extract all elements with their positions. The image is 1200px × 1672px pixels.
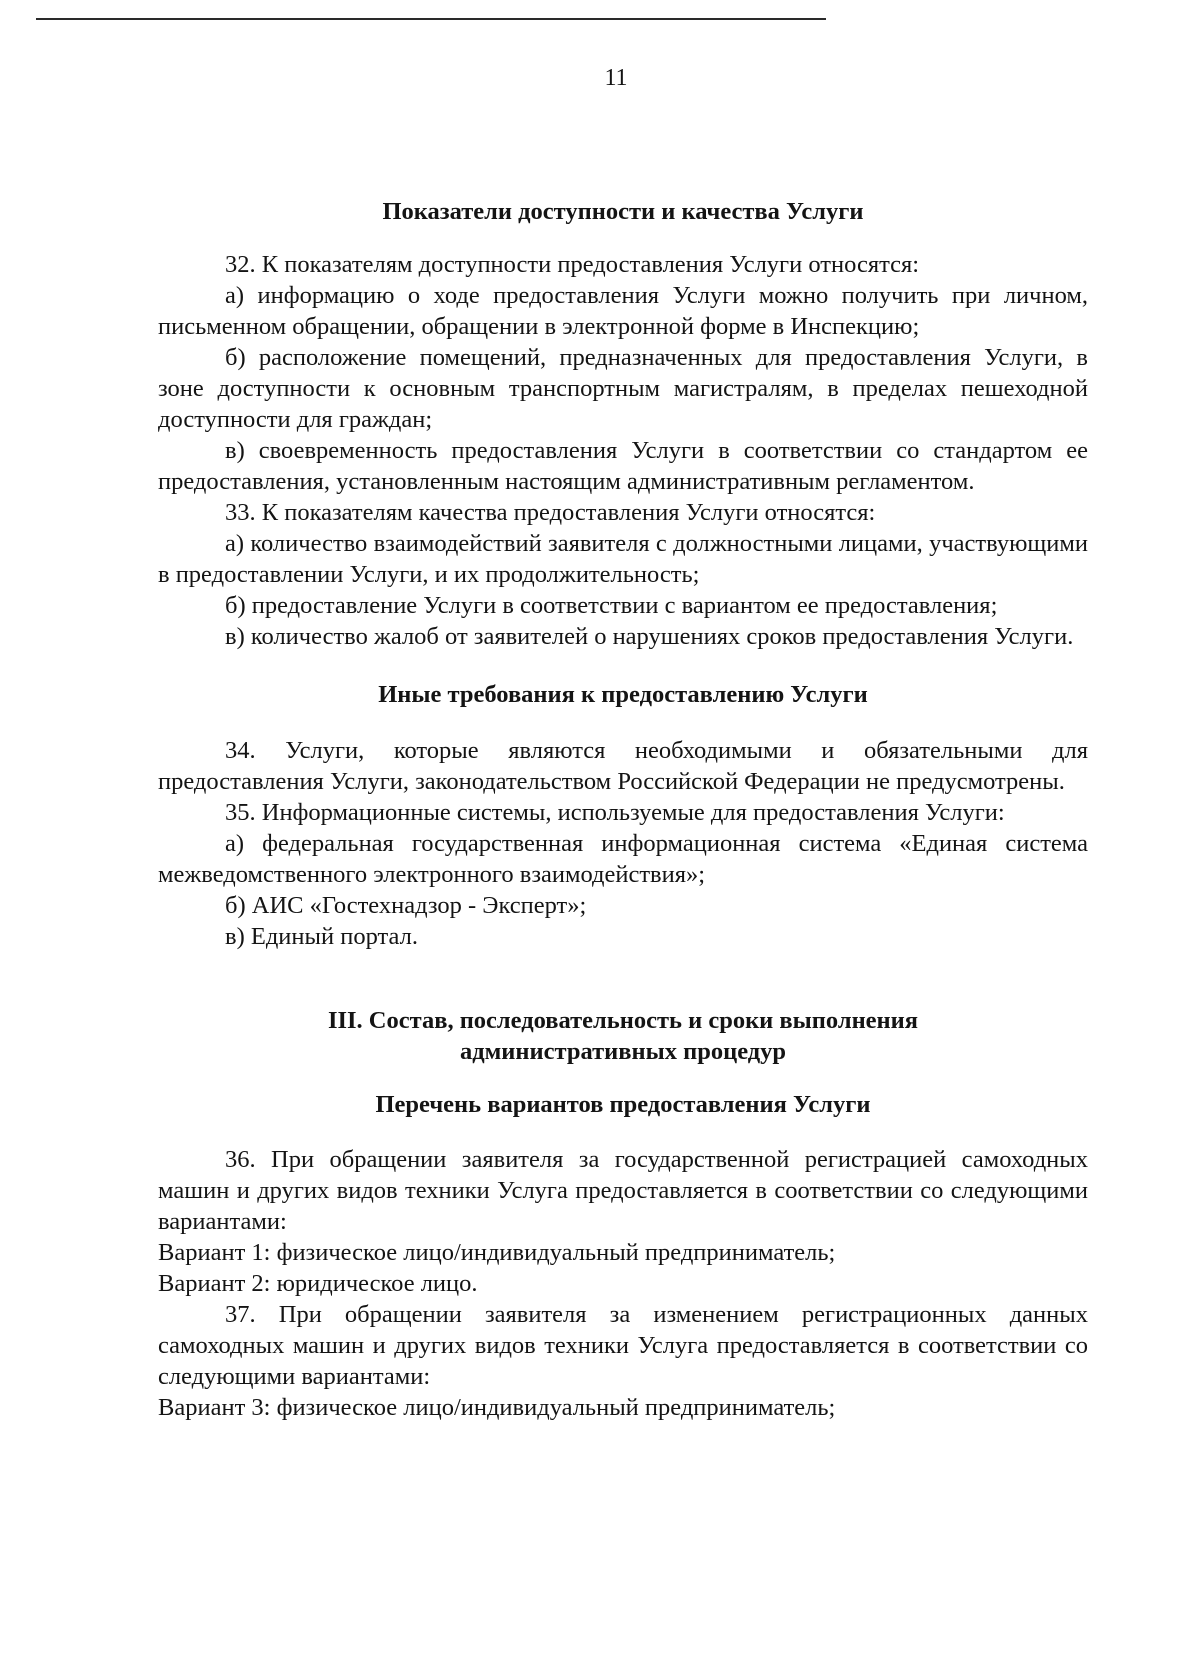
variant-2: Вариант 2: юридическое лицо. [158,1270,478,1297]
variant-3: Вариант 3: физическое лицо/индивидуальный предприниматель; [158,1394,836,1421]
chapter-heading-line-2: административных процедур [459,1038,787,1065]
paragraph-32c: в) своевременность предоставления Услуги в соответствии со стандартом ее предоставления, установленным настоящим административным регламентом. [158,437,1088,495]
paragraph-37: 37. При обращении заявителя за изменением регистрационных данных самоходных машин и других видов техники Услуга предоставляется в соответствии со следующими вариантами: [158,1301,1088,1390]
paragraph-35c: в) Единый портал. [225,923,418,950]
paragraph-32: 32. К показателям доступности предоставления Услуги относятся: [225,251,920,278]
paragraph-33c: в) количество жалоб от заявителей о нарушениях сроков предоставления Услуги. [225,623,1074,650]
paragraph-32a: а) информацию о ходе предоставления Услуги можно получить при личном, письменном обращении, обращении в электронной форме в Инспекцию; [158,282,1088,340]
chapter-heading-line-1: III. Состав, последовательность и сроки выполнения [327,1007,919,1034]
chapter-heading-3 [158,1005,1088,1067]
paragraph-32b: б) расположение помещений, предназначенных для предоставления Услуги, в зоне доступности к основным транспортным магистралям, в пределах пешеходной доступности для граждан; [158,344,1088,433]
paragraph-33: 33. К показателям качества предоставления Услуги относятся: [225,499,876,526]
paragraph-35: 35. Информационные системы, используемые для предоставления Услуги: [225,799,1005,826]
paragraph-35a: а) федеральная государственная информационная система «Единая система межведомственного электронного взаимодействия»; [158,830,1088,888]
section-heading-variants: Перечень вариантов предоставления Услуги [375,1091,871,1118]
document-body [158,196,1088,1423]
paragraph-33b: б) предоставление Услуги в соответствии с вариантом ее предоставления; [225,592,998,619]
section-heading-quality: Показатели доступности и качества Услуги [382,198,864,225]
top-rule [36,18,826,20]
page-number: 11 [604,65,628,91]
section-heading-other: Иные требования к предоставлению Услуги [378,681,868,708]
paragraph-35b: б) АИС «Гостехнадзор - Эксперт»; [225,892,587,919]
variant-1: Вариант 1: физическое лицо/индивидуальный предприниматель; [158,1239,836,1266]
paragraph-36: 36. При обращении заявителя за государственной регистрацией самоходных машин и других видов техники Услуга предоставляется в соответствии со следующими вариантами: [158,1146,1088,1235]
paragraph-33a: а) количество взаимодействий заявителя с должностными лицами, участвующими в предоставлении Услуги, и их продолжительность; [158,530,1088,588]
paragraph-34: 34. Услуги, которые являются необходимыми и обязательными для предоставления Услуги, законодательством Российской Федерации не предусмотрены. [158,737,1088,795]
